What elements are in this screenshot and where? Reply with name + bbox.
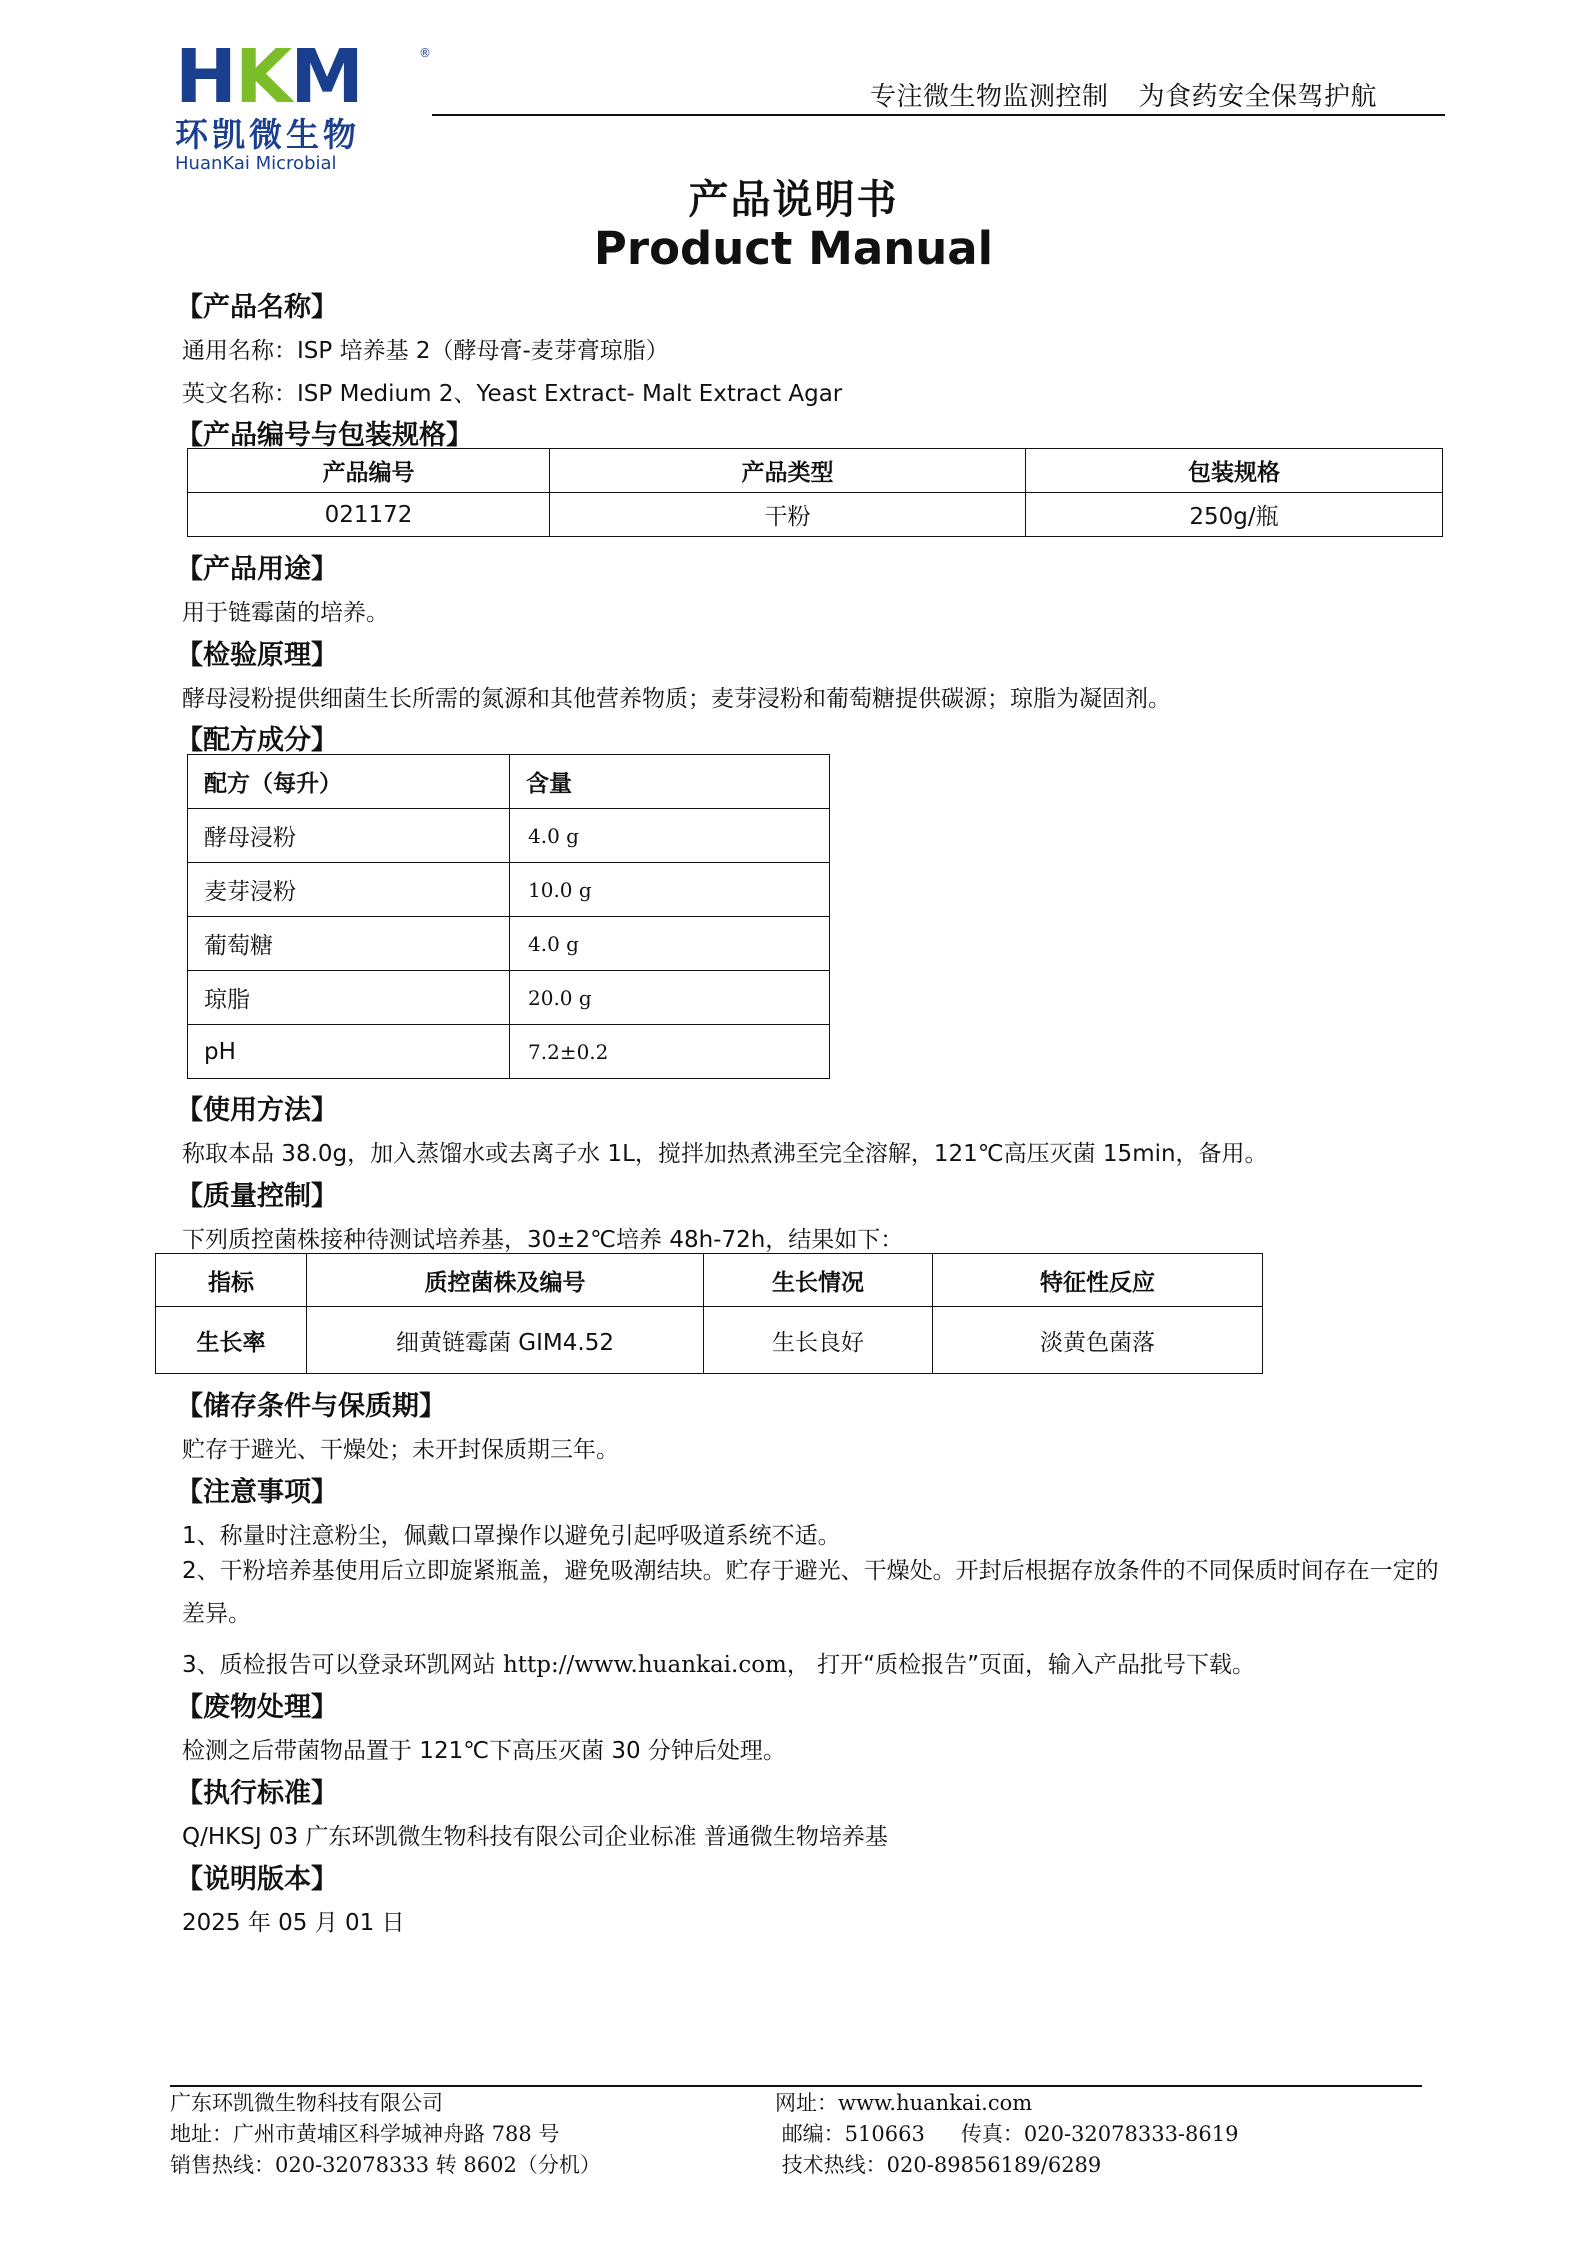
website-link[interactable]: http://www.huankai.com: [502, 1652, 787, 1678]
note-item-3-prefix: 3、质检报告可以登录环凯网站: [182, 1652, 503, 1678]
header-cell: 含量: [510, 755, 830, 809]
note-item-3-suffix: ， 打开“质检报告”页面，输入产品批号下载。: [786, 1652, 1256, 1678]
footer-address: 地址：广州市黄埔区科学城神舟路 788 号: [170, 2122, 560, 2146]
registered-mark: ®: [419, 46, 431, 60]
logo-letter-k: K: [234, 34, 291, 120]
footer-website[interactable]: 网址：www.huankai.com: [775, 2091, 1033, 2115]
ingredient-amount: 20.0 g: [510, 971, 830, 1025]
table-row: [188, 809, 830, 863]
ingredient-amount: 4.0 g: [510, 809, 830, 863]
footer-postcode: 邮编：510663: [781, 2122, 925, 2146]
principle-text: 酵母浸粉提供细菌生长所需的氮源和其他营养物质；麦芽浸粉和葡萄糖提供碳源；琼脂为凝固剂。: [182, 686, 1171, 712]
header-cell: 配方（每升）: [188, 755, 510, 809]
ingredient-name: 葡萄糖: [188, 917, 510, 971]
table-row: [156, 1307, 1263, 1374]
method-text: 称取本品 38.0g，加入蒸馏水或去离子水 1L，搅拌加热煮沸至完全溶解，121℃高压灭菌 15min，备用。: [182, 1141, 1268, 1167]
qc-reaction: 淡黄色菌落: [933, 1307, 1263, 1374]
formula-table: [187, 754, 830, 1079]
section-heading-product-name: 【产品名称】: [176, 292, 338, 323]
header-cell: 质控菌株及编号: [307, 1254, 704, 1307]
logo-letter-h: H: [175, 34, 235, 120]
section-heading-notes: 【注意事项】: [176, 1477, 338, 1508]
footer-right: [775, 2088, 1238, 2181]
slogan-part-1: 专注微生物监测控制: [870, 82, 1109, 112]
table-header-row: [156, 1254, 1263, 1307]
section-heading-package: 【产品编号与包装规格】: [176, 420, 473, 451]
footer-sales-hotline: 销售热线：020-32078333 转 8602（分机）: [170, 2153, 601, 2177]
ingredient-amount: 10.0 g: [510, 863, 830, 917]
product-type: 干粉: [550, 493, 1026, 537]
header-cell: 特征性反应: [933, 1254, 1263, 1307]
note-item-1: 1、称量时注意粉尘，佩戴口罩操作以避免引起呼吸道系统不适。: [182, 1523, 841, 1549]
package-table: [187, 448, 1443, 537]
english-name: 英文名称：ISP Medium 2、Yeast Extract- Malt Extract Agar: [182, 381, 843, 407]
ingredient-amount: 4.0 g: [510, 917, 830, 971]
table-row: [188, 1025, 830, 1079]
standard-text: Q/HKSJ 03 广东环凯微生物科技有限公司企业标准 普通微生物培养基: [182, 1824, 888, 1850]
table-row: [188, 493, 1443, 537]
ingredient-name: 酵母浸粉: [188, 809, 510, 863]
ingredient-amount: 7.2±0.2: [510, 1025, 830, 1079]
note-item-3: [182, 1646, 1255, 1679]
logo-mark: [175, 34, 435, 120]
header-cell: 产品编号: [188, 449, 550, 493]
qc-intro: 下列质控菌株接种待测试培养基，30±2℃培养 48h-72h，结果如下：: [182, 1227, 904, 1253]
table-header-row: [188, 755, 830, 809]
logo-letter-m: M: [290, 34, 362, 120]
section-heading-principle: 【检验原理】: [176, 640, 338, 671]
footer-divider: [170, 2085, 1422, 2087]
table-row: [188, 863, 830, 917]
header-cell: 产品类型: [550, 449, 1026, 493]
package-spec: 250g/瓶: [1026, 493, 1443, 537]
table-row: [188, 971, 830, 1025]
logo-english-name: HuanKai Microbial: [175, 152, 337, 174]
ingredient-name: pH: [188, 1025, 510, 1079]
header-cell: 指标: [156, 1254, 307, 1307]
qc-strain: 细黄链霉菌 GIM4.52: [307, 1307, 704, 1374]
qc-table: [155, 1253, 1263, 1374]
note-item-2: 2、干粉培养基使用后立即旋紧瓶盖，避免吸潮结块。贮存于避光、干燥处。开封后根据存放条件的不同保质时间存在一定的差异。: [182, 1558, 1439, 1627]
qc-growth: 生长良好: [704, 1307, 933, 1374]
section-heading-method: 【使用方法】: [176, 1095, 338, 1126]
section-heading-usage: 【产品用途】: [176, 554, 338, 585]
logo-chinese-name: 环凯微生物: [175, 115, 360, 154]
ingredient-name: 琼脂: [188, 971, 510, 1025]
footer-tech-hotline: 技术热线：020-89856189/6289: [781, 2153, 1102, 2177]
footer-company: 广东环凯微生物科技有限公司: [170, 2091, 443, 2115]
ingredient-name: 麦芽浸粉: [188, 863, 510, 917]
header-slogan: [870, 76, 1377, 113]
version-date: 2025 年 05 月 01 日: [182, 1910, 405, 1936]
usage-text: 用于链霉菌的培养。: [182, 600, 389, 626]
section-heading-storage: 【储存条件与保质期】: [176, 1391, 446, 1422]
slogan-part-2: 为食药安全保驾护航: [1138, 82, 1378, 112]
footer-left: [170, 2088, 601, 2181]
footer-fax: 传真：020-32078333-8619: [960, 2122, 1239, 2146]
section-heading-waste: 【废物处理】: [176, 1692, 338, 1723]
generic-name: 通用名称：ISP 培养基 2（酵母膏-麦芽膏琼脂）: [182, 338, 669, 364]
qc-indicator: 生长率: [156, 1307, 307, 1374]
header-cell: 生长情况: [704, 1254, 933, 1307]
section-heading-standard: 【执行标准】: [176, 1778, 338, 1809]
storage-text: 贮存于避光、干燥处；未开封保质期三年。: [182, 1437, 619, 1463]
table-header-row: [188, 449, 1443, 493]
page-title-english: Product Manual: [593, 222, 994, 275]
section-heading-version: 【说明版本】: [176, 1864, 338, 1895]
header-cell: 包装规格: [1026, 449, 1443, 493]
waste-text: 检测之后带菌物品置于 121℃下高压灭菌 30 分钟后处理。: [182, 1738, 786, 1764]
header-divider: [432, 114, 1445, 116]
section-heading-formula: 【配方成分】: [176, 725, 338, 756]
table-row: [188, 917, 830, 971]
company-logo: [175, 34, 435, 174]
product-code: 021172: [188, 493, 550, 537]
page-title-chinese: 产品说明书: [688, 177, 899, 223]
section-heading-qc: 【质量控制】: [176, 1181, 338, 1212]
